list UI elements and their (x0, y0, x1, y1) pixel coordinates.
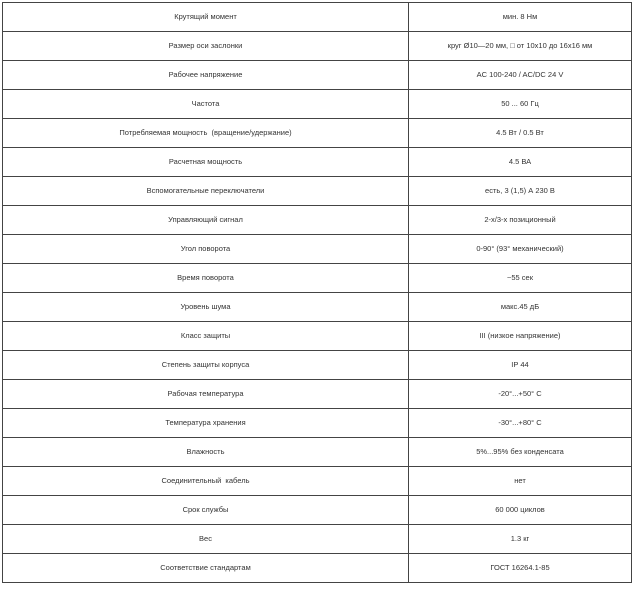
spec-row-weight (3, 525, 632, 554)
spec-row-cable (3, 467, 632, 496)
spec-row-humidity (3, 438, 632, 467)
spec-row-shaft-size (3, 32, 632, 61)
spec-name: Температура хранения (3, 409, 409, 438)
spec-name: Уровень шума (3, 293, 409, 322)
spec-row-noise-level (3, 293, 632, 322)
spec-row-rotation-time (3, 264, 632, 293)
spec-row-operating-temperature (3, 380, 632, 409)
spec-value: 0-90° (93° механический) (409, 235, 632, 264)
spec-row-service-life (3, 496, 632, 525)
spec-value: мин. 8 Нм (409, 3, 632, 32)
spec-name: Крутящий момент (3, 3, 409, 32)
spec-value: 1.3 кг (409, 525, 632, 554)
spec-name: Управляющий сигнал (3, 206, 409, 235)
spec-value: -30°...+80° С (409, 409, 632, 438)
spec-value: AC 100-240 / AC/DC 24 V (409, 61, 632, 90)
spec-value: 4.5 Вт / 0.5 Вт (409, 119, 632, 148)
spec-name: Размер оси заслонки (3, 32, 409, 61)
spec-name: Вспомогательные переключатели (3, 177, 409, 206)
spec-name: Вес (3, 525, 409, 554)
spec-name: Потребляемая мощность (вращение/удержание) (3, 119, 409, 148)
spec-name: Расчетная мощность (3, 148, 409, 177)
spec-row-protection-class (3, 322, 632, 351)
spec-value: 2-х/3-х позиционный (409, 206, 632, 235)
spec-name: Частота (3, 90, 409, 119)
spec-row-torque (3, 3, 632, 32)
spec-row-aux-switches (3, 177, 632, 206)
spec-value: ГОСТ 16264.1-85 (409, 554, 632, 583)
spec-row-power-consumption (3, 119, 632, 148)
spec-row-frequency (3, 90, 632, 119)
spec-row-rated-power (3, 148, 632, 177)
spec-value: макс.45 дБ (409, 293, 632, 322)
specifications-table-body (3, 3, 632, 583)
spec-name: Соединительный кабель (3, 467, 409, 496)
spec-row-voltage (3, 61, 632, 90)
spec-name: Соответствие стандартам (3, 554, 409, 583)
spec-name: Степень защиты корпуса (3, 351, 409, 380)
spec-name: Класс защиты (3, 322, 409, 351)
spec-row-rotation-angle (3, 235, 632, 264)
spec-value: круг Ø10—20 мм, □ от 10x10 до 16x16 мм (409, 32, 632, 61)
spec-value: ~55 сек (409, 264, 632, 293)
spec-row-storage-temperature (3, 409, 632, 438)
spec-value: нет (409, 467, 632, 496)
spec-value: III (низкое напряжение) (409, 322, 632, 351)
spec-value: 60 000 циклов (409, 496, 632, 525)
spec-name: Влажность (3, 438, 409, 467)
spec-row-ip-rating (3, 351, 632, 380)
spec-name: Срок службы (3, 496, 409, 525)
spec-name: Время поворота (3, 264, 409, 293)
spec-value: IP 44 (409, 351, 632, 380)
spec-row-control-signal (3, 206, 632, 235)
spec-value: 5%...95% без конденсата (409, 438, 632, 467)
spec-value: -20°...+50° С (409, 380, 632, 409)
spec-row-standards (3, 554, 632, 583)
specifications-table (2, 2, 632, 583)
spec-name: Угол поворота (3, 235, 409, 264)
spec-name: Рабочая температура (3, 380, 409, 409)
spec-name: Рабочее напряжение (3, 61, 409, 90)
spec-value: есть, 3 (1,5) А 230 В (409, 177, 632, 206)
spec-value: 50 ... 60 Гц (409, 90, 632, 119)
spec-value: 4.5 ВА (409, 148, 632, 177)
